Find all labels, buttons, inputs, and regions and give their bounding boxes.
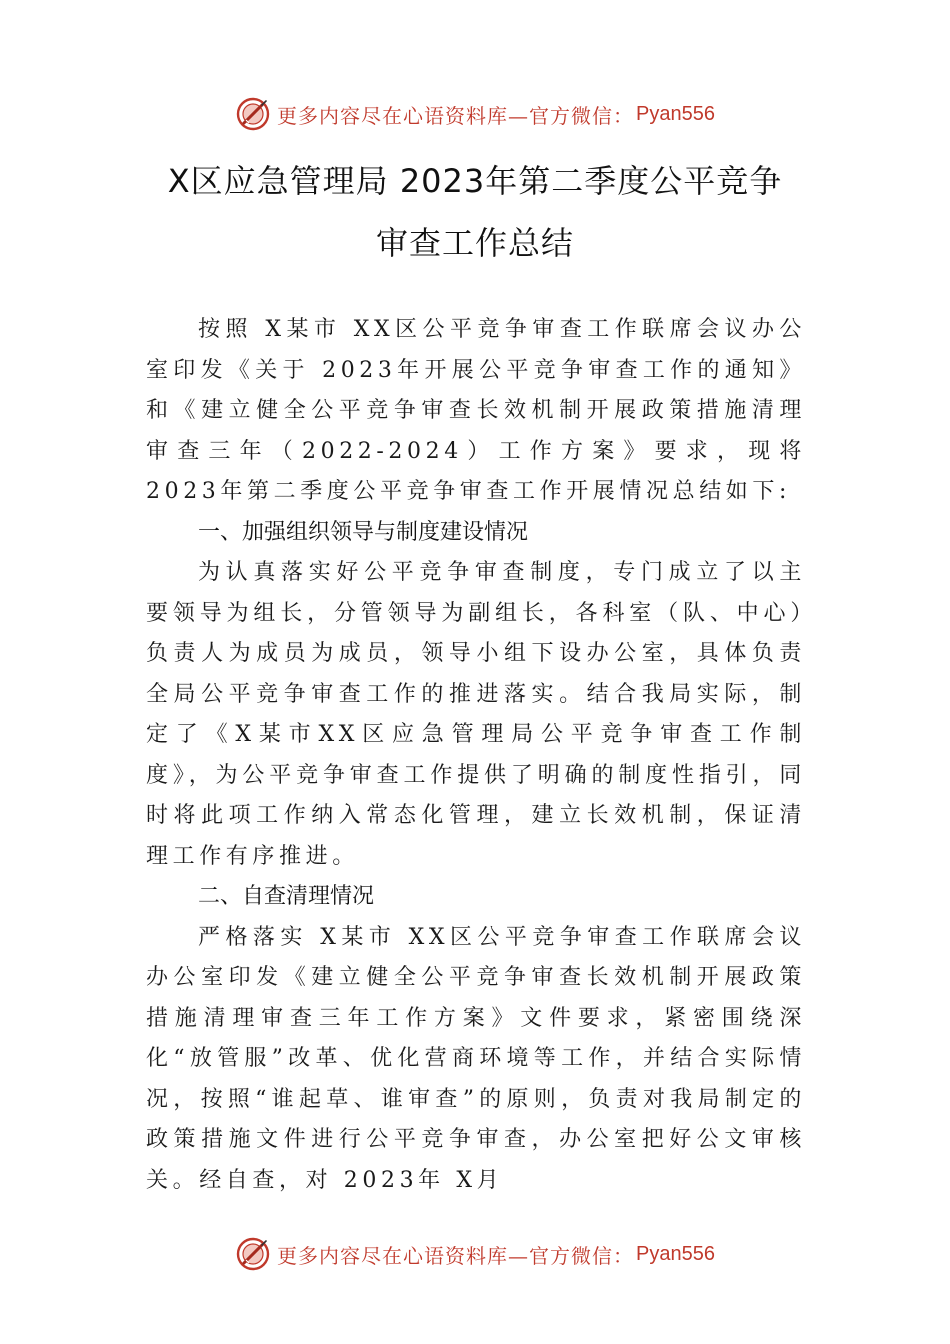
- header-banner: [0, 94, 950, 134]
- document-body: [146, 310, 806, 1201]
- intro-paragraph: 按照 X某市 XX区公平竞争审查工作联席会议办公室印发《关于 2023年开展公平竞争审查工作的通知》和《建立健全公平竞争审查长效机制开展政策措施清理审查三年（2022-2024）工作方案》要求，现将 2023年第二季度公平竞争审查工作开展情况总结如下:: [146, 317, 806, 504]
- pen-seal-logo-icon: [235, 96, 271, 132]
- banner-text: 更多内容尽在心语资料库—官方微信：: [277, 1243, 635, 1268]
- section2-heading: 二、自查清理情况: [198, 884, 375, 909]
- footer-banner: [0, 1234, 950, 1274]
- section1-heading: 一、加强组织领导与制度建设情况: [198, 519, 529, 545]
- document-title-line1: X区应急管理局 2023年第二季度公平竞争: [167, 162, 783, 200]
- banner-wechat-id: Pyan556: [636, 1242, 715, 1265]
- banner-text: 更多内容尽在心语资料库—官方微信：: [277, 103, 635, 128]
- section1-paragraph: 为认真落实好公平竞争审查制度，专门成立了以主要领导为组长，分管领导为副组长，各科室（队、中心）负责人为成员为成员，领导小组下设办公室，具体负责全局公平竞争审查工作的推进落实。结合我局实际，制定了《X某市XX区应急管理局公平竞争审查工作制度》，为公平竞争审查工作提供了明确的制度性指引，同时将此项工作纳入常态化管理，建立长效机制，保证清理工作有序推进。: [146, 560, 806, 869]
- section2-paragraph: 严格落实 X某市 XX区公平竞争审查工作联席会议办公室印发《建立健全公平竞争审查长效机制开展政策措施清理审查三年工作方案》文件要求，紧密围绕深化“放管服”改革、优化营商环境等工作，并结合实际情况，按照“谁起草、谁审查”的原则，负责对我局制定的政策措施文件进行公平竞争审查，办公室把好公文审核关。经自查，对 2023年 X月: [146, 924, 806, 1193]
- pen-seal-logo-icon: [235, 1236, 271, 1272]
- banner-wechat-id: Pyan556: [636, 102, 715, 125]
- document-title-line2: 审查工作总结: [375, 224, 574, 262]
